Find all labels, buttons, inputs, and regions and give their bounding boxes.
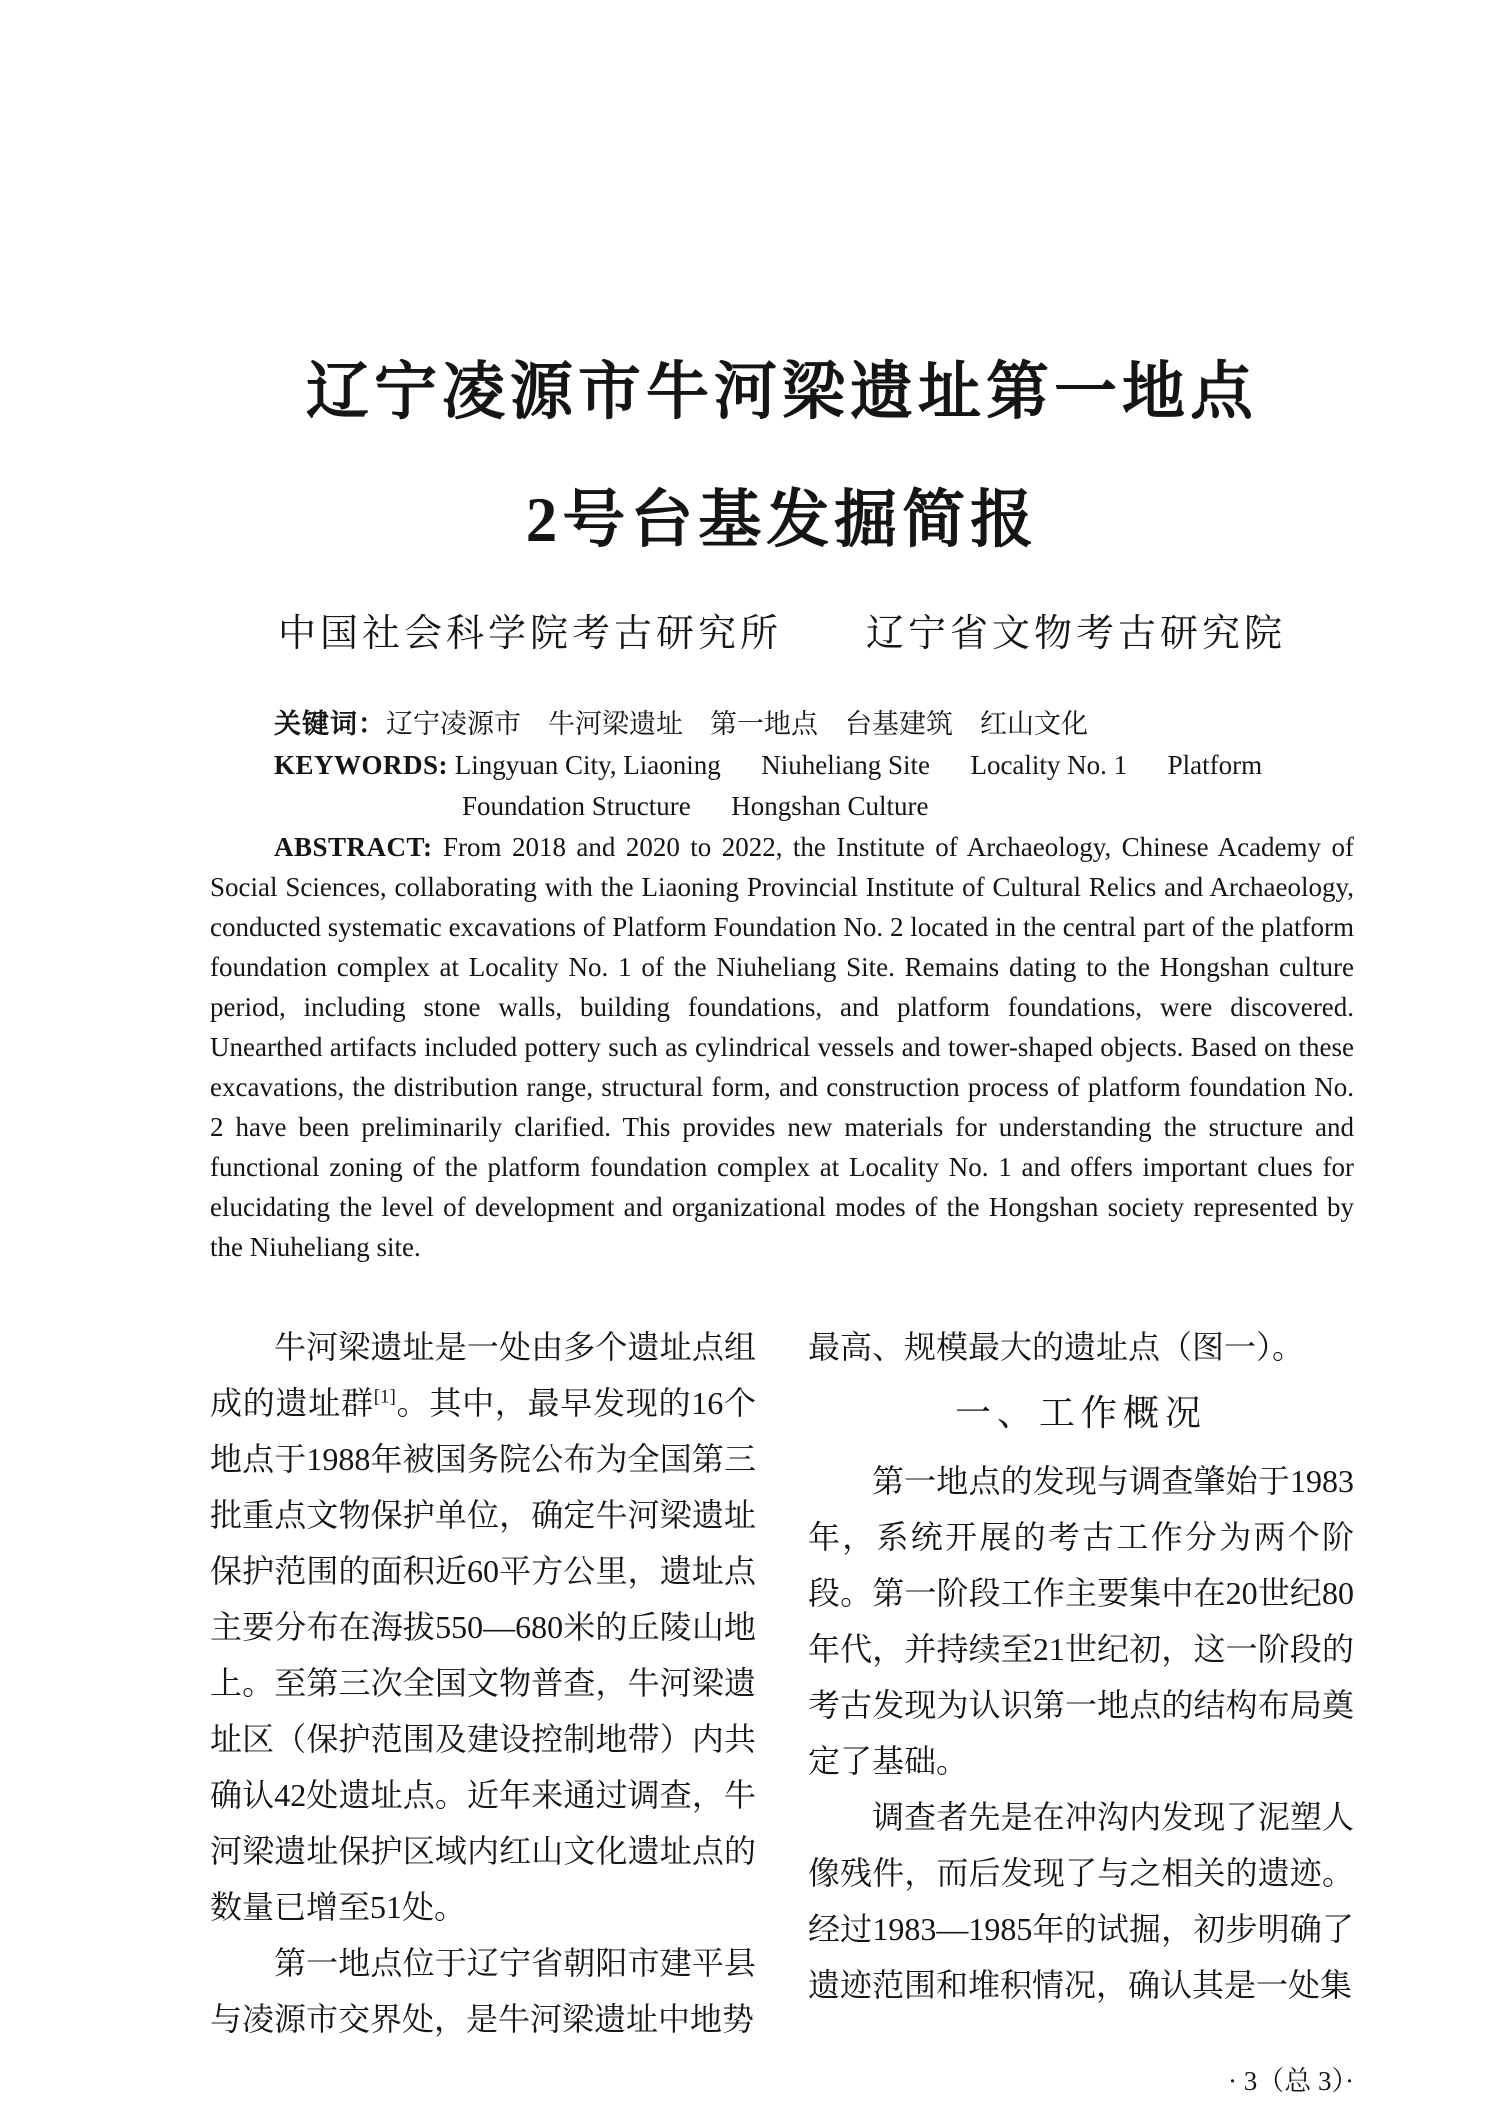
keywords-cn-label: 关键词： bbox=[274, 709, 386, 739]
paragraph-site-overview bbox=[210, 1319, 756, 1935]
body-columns bbox=[210, 1319, 1354, 2047]
article-meta bbox=[210, 704, 1354, 1267]
paragraph-locality-location-continued: 最高、规模最大的遗址点（图一）。 bbox=[808, 1329, 1305, 1365]
article-header bbox=[210, 328, 1354, 660]
paragraph-locality-location: 第一地点位于辽宁省朝阳市建平县与凌源市交界处，是牛河梁遗址中地势 bbox=[210, 1945, 756, 2037]
article-title-line2: 2号台基发掘简报 bbox=[525, 485, 1039, 555]
keywords-cn bbox=[210, 704, 1354, 745]
keywords-en-terms-line1: Lingyuan City, Liaoning Niuheliang Site Locality No. 1 Platform bbox=[448, 750, 1263, 780]
abstract-text: From 2018 and 2020 to 2022, the Institute of Archaeology, Chinese Academy of Social Sciences, collaborating with the Liaoning Provincial Institute of Cultural Relics and Archaeology, conducted systematic excavations of Platform Foundation No. 2 located in the central part of the platform foundation complex at Locality No. 1 of the Niuheliang Site. Remains dating to the Hongshan culture period, including stone walls, building foundations, and platform foundations, were discovered. Unearthed artifacts included pottery such as cylindrical vessels and tower-shaped objects. Based on these excavations, the distribution range, structural form, and construction process of platform foundation No. 2 have been preliminarily clarified. This provides new materials for understanding the structure and functional zoning of the platform foundation complex at Locality No. 1 and offers important clues for elucidating the level of development and organizational modes of the Hongshan society represented by the Niuheliang site. bbox=[210, 832, 1354, 1262]
abstract-label: ABSTRACT: bbox=[274, 832, 433, 862]
keywords-en bbox=[210, 745, 1354, 827]
article-title bbox=[210, 328, 1354, 584]
keywords-en-terms-line2: Foundation Structure Hongshan Culture bbox=[462, 791, 929, 821]
keywords-en-label: KEYWORDS: bbox=[274, 750, 449, 780]
abstract bbox=[210, 827, 1354, 1267]
section-heading-work-overview: 一、工作概况 bbox=[954, 1393, 1207, 1433]
paragraph-site-overview-text: 牛河梁遗址是一处由多个遗址点组成的遗址群 bbox=[210, 1329, 756, 1421]
keywords-cn-terms: 辽宁凌源市 牛河梁遗址 第一地点 台基建筑 红山文化 bbox=[386, 709, 1088, 739]
page-number: · 3（总 3）· bbox=[1228, 2066, 1354, 2096]
footnote-ref-1: [1] bbox=[373, 1386, 396, 1408]
paragraph-site-overview-text-cont: 。其中，最早发现的16个地点于1988年被国务院公布为全国第三批重点文物保护单位，确定牛河梁遗址保护范围的面积近60平方公里，遗址点主要分布在海拔550—680米的丘陵山地上。至第三次全国文物普查，牛河梁遗址区（保护范围及建设控制地带）内共确认42处遗址点。近年来通过调查，牛河梁遗址保护区域内红山文化遗址点的数量已增至51处。 bbox=[210, 1385, 756, 1925]
right-column bbox=[808, 1319, 1354, 2047]
paragraph-work-phases: 第一地点的发现与调查肇始于1983年，系统开展的考古工作分为两个阶段。第一阶段工作主要集中在20世纪80年代，并持续至21世纪初，这一阶段的考古发现为认识第一地点的结构布局奠定了基础。 bbox=[808, 1463, 1354, 1779]
paragraph-survey-findings: 调查者先是在冲沟内发现了泥塑人像残件，而后发现了与之相关的遗迹。经过1983—1985年的试掘，初步明确了遗迹范围和堆积情况，确认其是一处集 bbox=[808, 1799, 1354, 2003]
author-institutions: 中国社会科学院考古研究所 辽宁省文物考古研究院 bbox=[277, 613, 1286, 655]
article-title-line1: 辽宁凌源市牛河梁遗址第一地点 bbox=[306, 357, 1258, 427]
left-column bbox=[210, 1319, 756, 2047]
page-footer bbox=[210, 2061, 1354, 2101]
